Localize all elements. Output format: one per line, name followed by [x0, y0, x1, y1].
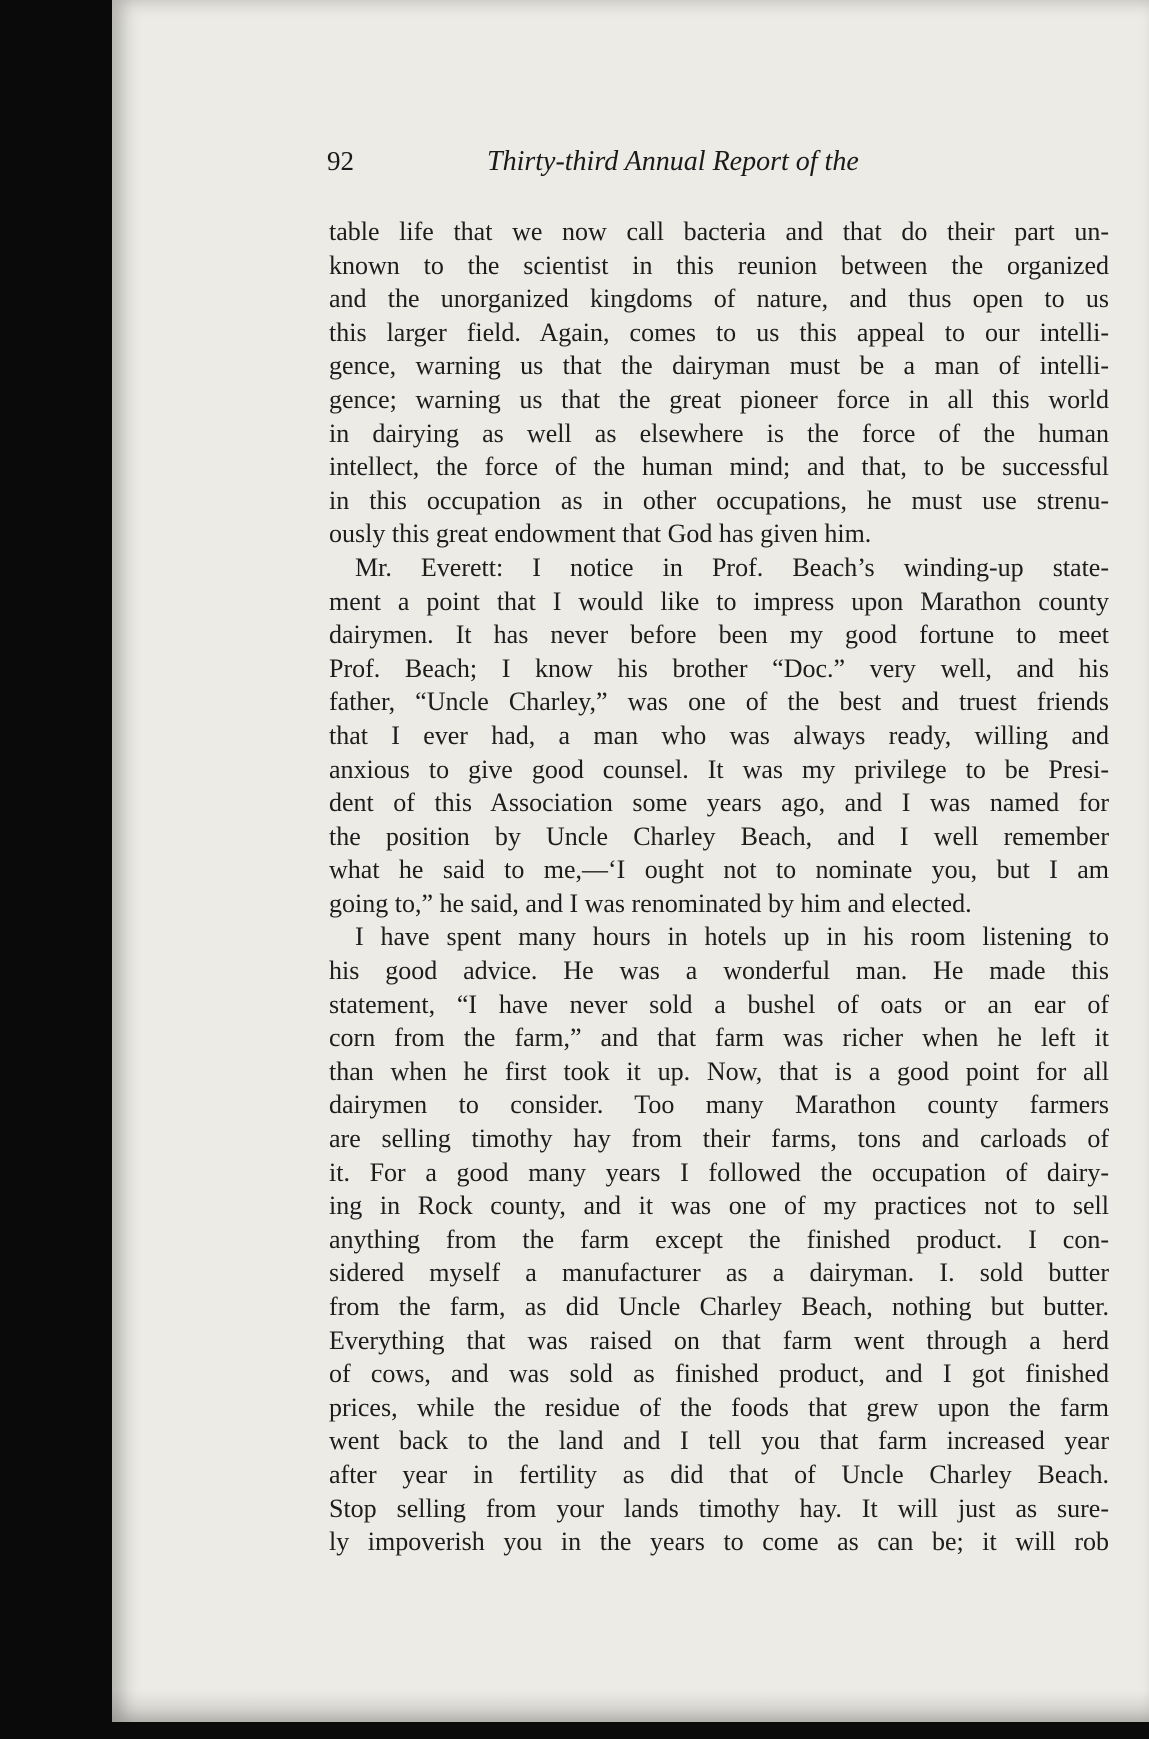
text-line: sidered myself a manufacturer as a dairyman. I. sold butter [329, 1258, 1109, 1288]
text-line: anything from the farm except the finished product. I con- [329, 1224, 1109, 1254]
text-line: table life that we now call bacteria and that do their part un- [329, 217, 1109, 246]
text-line: than when he first took it up. Now, that is a good point for all [329, 1056, 1109, 1086]
text-line: ment a point that I would like to impress upon Marathon county [329, 586, 1109, 616]
body-text [329, 215, 1109, 1559]
text-line: that I ever had, a man who was always ready, willing and [329, 720, 1109, 750]
text-line: dairymen to consider. Too many Marathon county farmers [329, 1090, 1109, 1120]
text-line: went back to the land and I tell you that farm increased year [329, 1426, 1109, 1456]
page-number: 92 [327, 146, 354, 176]
text-line: Mr. Everett: I notice in Prof. Beach’s winding-up state- [355, 552, 1109, 582]
text-line: Stop selling from your lands timothy hay. It will just as sure- [329, 1493, 1109, 1523]
page-bottom-shadow [112, 1690, 1149, 1722]
text-line: after year in fertility as did that of Uncle Charley Beach. [329, 1459, 1109, 1489]
text-line: his good advice. He was a wonderful man. He made this [329, 956, 1109, 986]
text-line: known to the scientist in this reunion between the organized [329, 250, 1109, 280]
text-line: going to,” he said, and I was renominated by him and elected. [329, 888, 972, 918]
text-line: are selling timothy hay from their farms, tons and carloads of [329, 1124, 1109, 1154]
text-line: gence, warning us that the dairyman must be a man of intelli- [329, 351, 1109, 381]
text-line: in this occupation as in other occupations, he must use strenu- [329, 485, 1109, 515]
text-line: gence; warning us that the great pioneer force in all this world [329, 384, 1109, 414]
text-line: Prof. Beach; I know his brother “Doc.” very well, and his [329, 653, 1109, 683]
text-line: this larger field. Again, comes to us this appeal to our intelli- [329, 317, 1109, 347]
text-line: intellect, the force of the human mind; and that, to be successful [329, 452, 1109, 482]
text-line: from the farm, as did Uncle Charley Beach, nothing but butter. [329, 1292, 1109, 1321]
running-title: Thirty-third Annual Report of the [487, 146, 859, 177]
text-line: ing in Rock county, and it was one of my practices not to sell [329, 1191, 1109, 1221]
text-line: anxious to give good counsel. It was my privilege to be Presi- [329, 754, 1109, 784]
text-line: Everything that was raised on that farm went through a herd [329, 1325, 1109, 1355]
text-line: dairymen. It has never before been my good fortune to meet [329, 620, 1109, 650]
text-line: prices, while the residue of the foods that grew upon the farm [329, 1392, 1109, 1422]
text-line: and the unorganized kingdoms of nature, and thus open to us [329, 284, 1109, 314]
text-line: of cows, and was sold as finished product, and I got finished [329, 1359, 1109, 1389]
text-line: dent of this Association some years ago, and I was named for [329, 788, 1109, 818]
text-line: father, “Uncle Charley,” was one of the best and truest friends [329, 687, 1109, 717]
text-line: statement, “I have never sold a bushel of oats or an ear of [329, 989, 1109, 1019]
text-line: corn from the farm,” and that farm was richer when he left it [329, 1023, 1109, 1053]
text-line: in dairying as well as elsewhere is the force of the human [329, 418, 1109, 448]
text-line: it. For a good many years I followed the occupation of dairy- [329, 1157, 1109, 1187]
text-line: what he said to me,—‘I ought not to nominate you, but I am [329, 855, 1109, 885]
running-head [327, 146, 947, 186]
text-line: I have spent many hours in hotels up in his room listening to [355, 922, 1109, 952]
text-line: ously this great endowment that God has given him. [329, 519, 872, 549]
text-line: ly impoverish you in the years to come as can be; it will rob [329, 1527, 1109, 1557]
text-line: the position by Uncle Charley Beach, and I well remember [329, 821, 1109, 851]
